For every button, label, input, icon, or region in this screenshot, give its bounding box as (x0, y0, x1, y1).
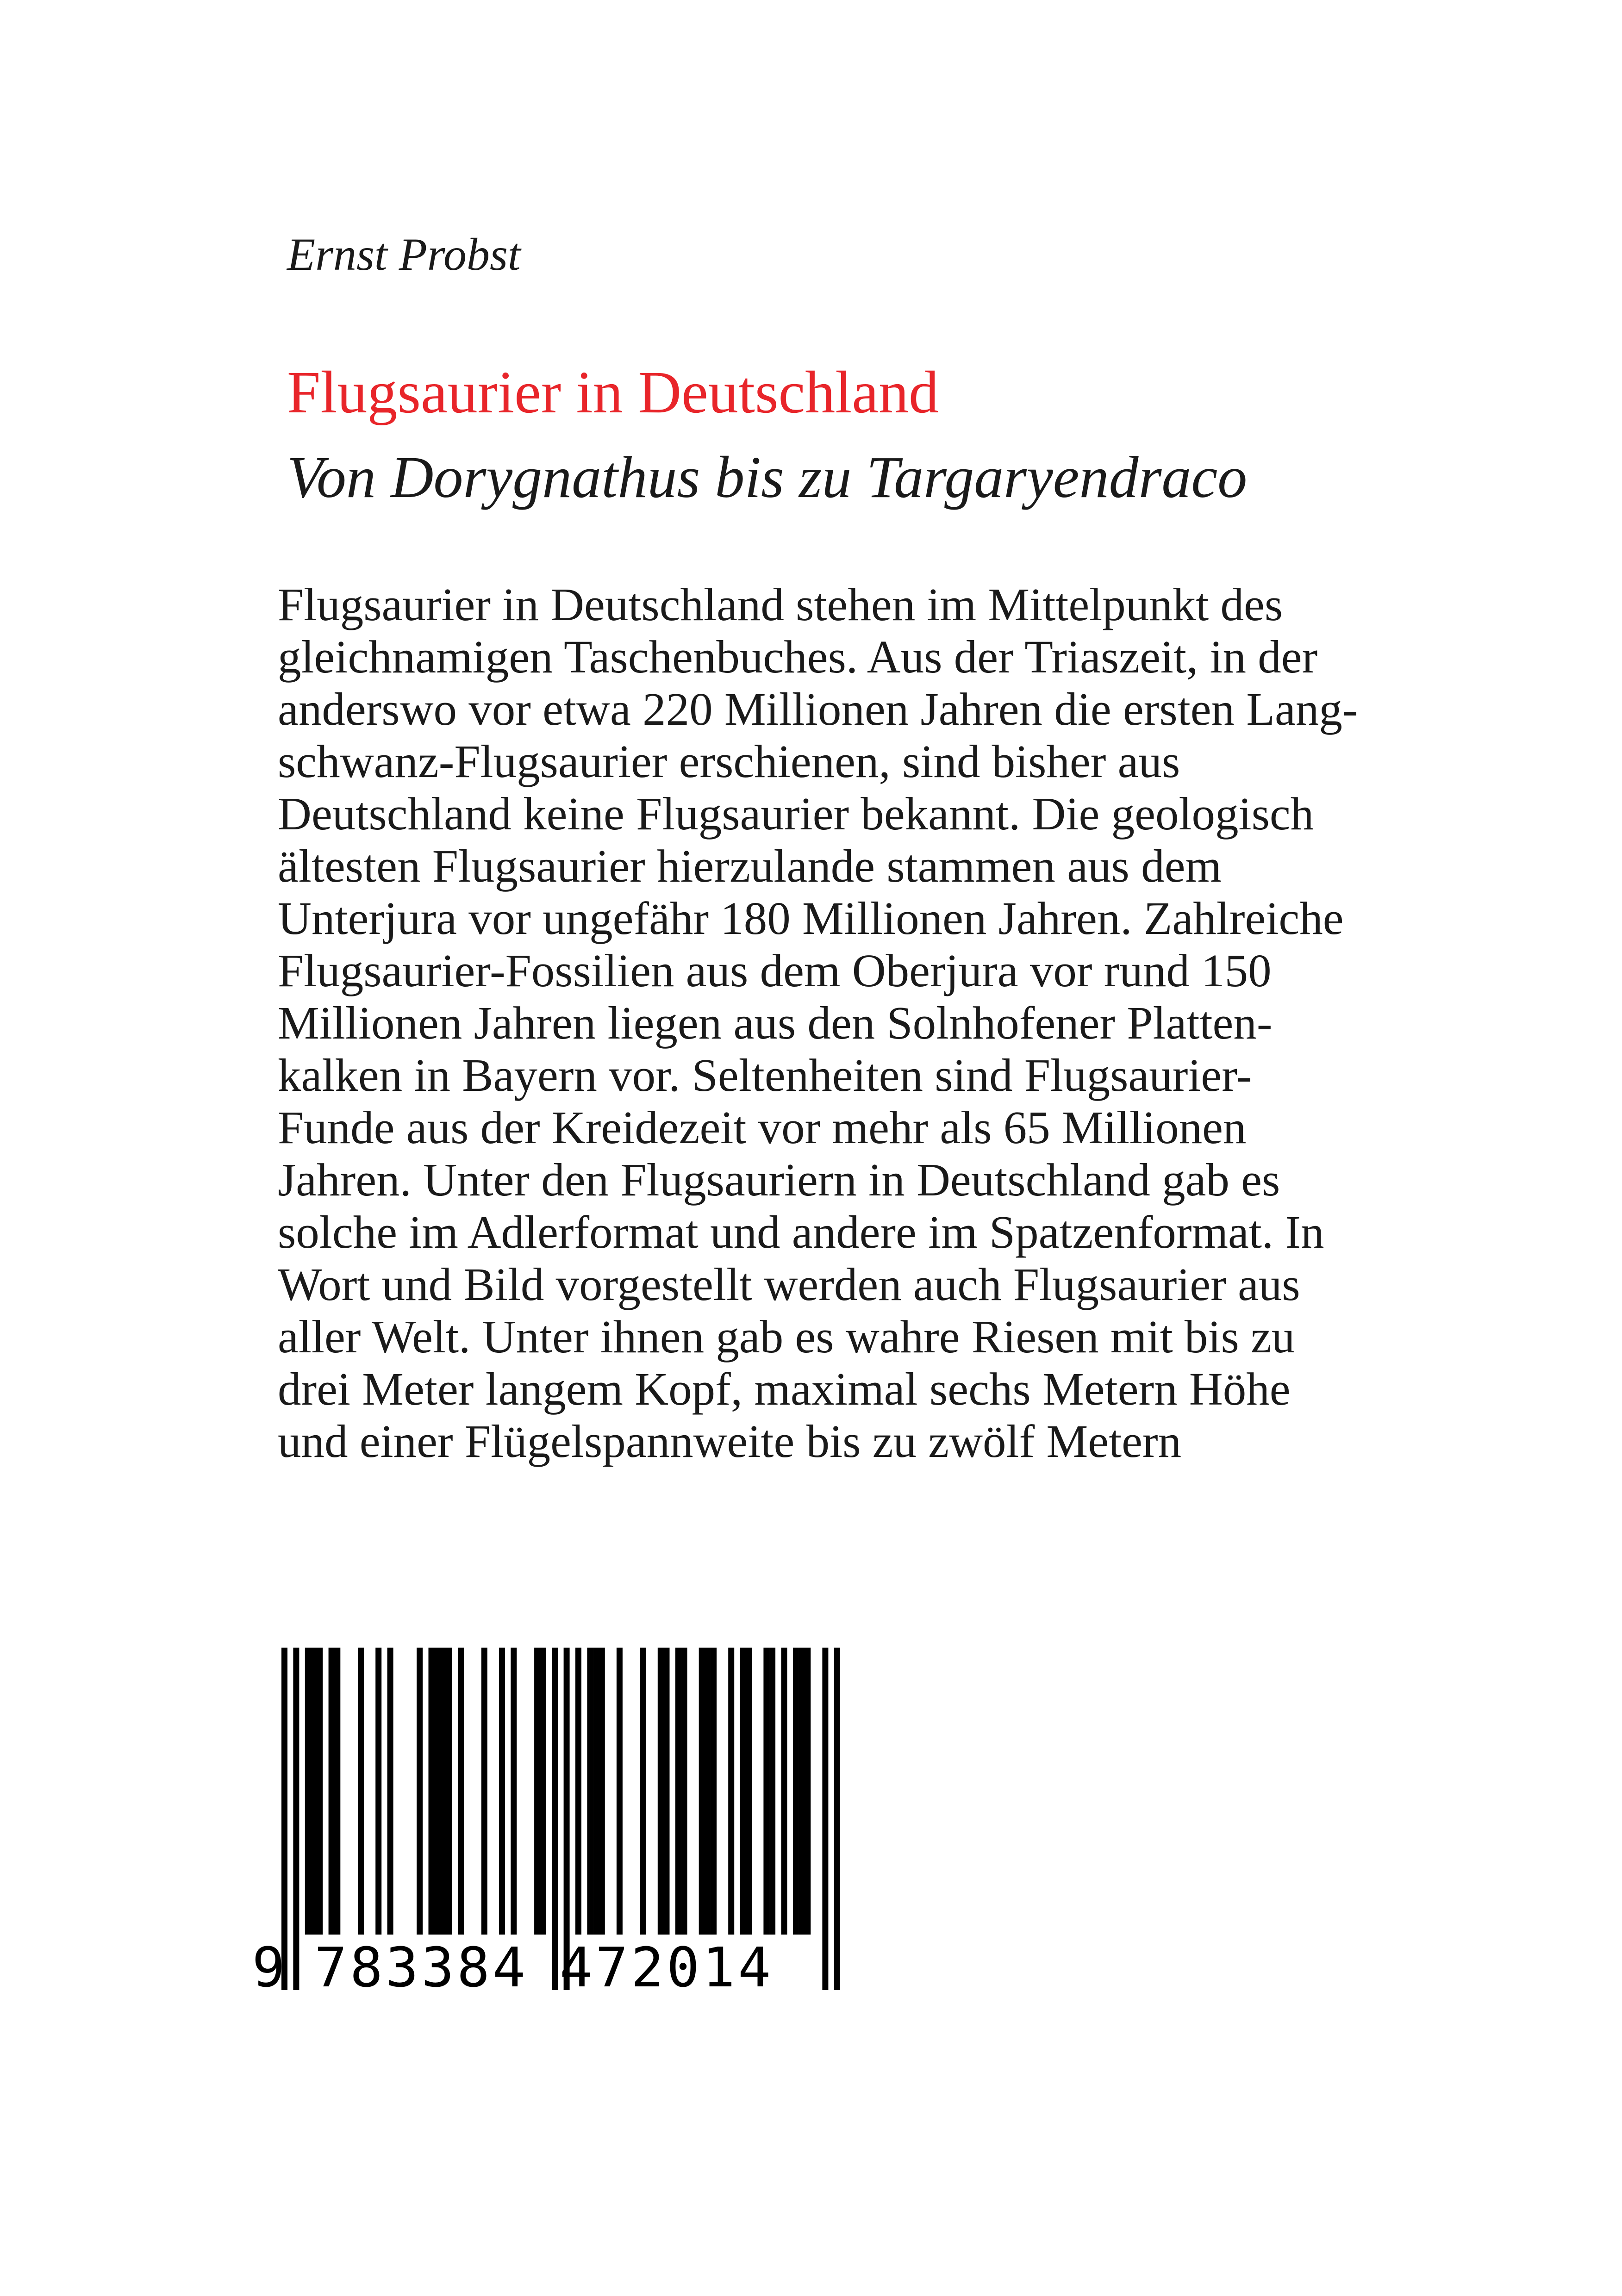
barcode-bar (740, 1648, 746, 1935)
barcode-bar (387, 1648, 393, 1935)
barcode-bar (317, 1648, 323, 1935)
barcode-bar (552, 1648, 558, 1990)
barcode-bar (434, 1648, 440, 1935)
blurb-text (278, 579, 1398, 1468)
barcode-bar (446, 1648, 452, 1935)
blurb-line: drei Meter langem Kopf, maximal sechs Metern Höhe (278, 1363, 1291, 1415)
author-name: Ernst Probst (287, 229, 521, 280)
book-title: Flugsaurier in Deutschland (287, 359, 939, 426)
blurb-line: Deutschland keine Flugsaurier bekannt. Die geologisch (278, 788, 1314, 840)
barcode-bar (458, 1648, 464, 1935)
barcode-bar (705, 1648, 711, 1935)
blurb-line: solche im Adlerformat und andere im Spatzenformat. In (278, 1206, 1324, 1258)
blurb-line: anderswo vor etwa 220 Millionen Jahren die ersten Lang- (278, 683, 1358, 735)
barcode-bar (587, 1648, 593, 1935)
barcode-bar (746, 1648, 752, 1935)
barcode-bar (593, 1648, 599, 1935)
blurb-line: gleichnamigen Taschenbuches. Aus der Triaszeit, in der (278, 631, 1318, 683)
blurb-line: kalken in Bayern vor. Seltenheiten sind Flugsaurier- (278, 1049, 1252, 1101)
blurb-line: Flugsaurier in Deutschland stehen im Mittelpunkt des (278, 579, 1283, 630)
blurb-line: Wort und Bild vorgestellt werden auch Flugsaurier aus (278, 1258, 1300, 1310)
barcode-left-digits: 783384 (314, 1935, 529, 1990)
barcode-bar (822, 1648, 828, 1990)
blurb-line: schwanz-Flugsaurier erschienen, sind bisher aus (278, 735, 1180, 787)
barcode-bar (293, 1648, 299, 1990)
blurb-line: Flugsaurier-Fossilien aus dem Oberjura vor rund 150 (278, 945, 1272, 996)
barcode-right-digits: 472014 (559, 1935, 774, 1990)
barcode-bar (658, 1648, 664, 1935)
barcode-bar (805, 1648, 811, 1935)
barcode-lead-digit: 9 (252, 1935, 285, 1990)
barcode-bar (540, 1648, 546, 1935)
barcode-bar (834, 1648, 840, 1990)
book-subtitle: Von Dorygnathus bis zu Targaryendraco (287, 444, 1248, 510)
barcode-bar (429, 1648, 435, 1935)
barcode-bar (499, 1648, 505, 1935)
isbn-barcode (250, 1648, 852, 1990)
barcode-bar (699, 1648, 705, 1935)
barcode-bar (769, 1648, 775, 1935)
barcode-bar (375, 1648, 381, 1935)
barcode-bar (511, 1648, 517, 1935)
blurb-line: aller Welt. Unter ihnen gab es wahre Riesen mit bis zu (278, 1311, 1295, 1363)
blurb-line: Funde aus der Kreidezeit vor mehr als 65 Millionen (278, 1101, 1247, 1153)
barcode-bar (711, 1648, 717, 1935)
barcode-bar (728, 1648, 734, 1935)
barcode-bar (799, 1648, 805, 1935)
blurb-line: und einer Flügelspannweite bis zu zwölf Metern (278, 1415, 1182, 1467)
barcode-bar (305, 1648, 311, 1935)
barcode-bar (681, 1648, 687, 1935)
barcode-bar (781, 1648, 787, 1935)
barcode-bar (664, 1648, 670, 1935)
barcode-bar (481, 1648, 487, 1935)
blurb-line: Jahren. Unter den Flugsauriern in Deutschland gab es (278, 1154, 1280, 1206)
barcode-bar (440, 1648, 446, 1935)
barcode-bar (358, 1648, 364, 1935)
barcode-bar (334, 1648, 340, 1935)
barcode-bar (575, 1648, 581, 1935)
barcode-bar (417, 1648, 423, 1935)
barcode-bar (640, 1648, 646, 1935)
barcode-bar (617, 1648, 623, 1935)
barcode-bar (311, 1648, 317, 1935)
blurb-line: Unterjura vor ungefähr 180 Millionen Jahren. Zahlreiche (278, 892, 1344, 944)
barcode-bar (793, 1648, 799, 1935)
barcode-bar (329, 1648, 335, 1935)
barcode-bar (763, 1648, 769, 1935)
blurb-line: ältesten Flugsaurier hierzulande stammen aus dem (278, 840, 1222, 892)
blurb-line: Millionen Jahren liegen aus den Solnhofener Platten- (278, 997, 1273, 1049)
barcode-bar (675, 1648, 681, 1935)
barcode-bar (534, 1648, 540, 1935)
barcode-graphic (250, 1648, 852, 1990)
barcode-bar (599, 1648, 605, 1935)
